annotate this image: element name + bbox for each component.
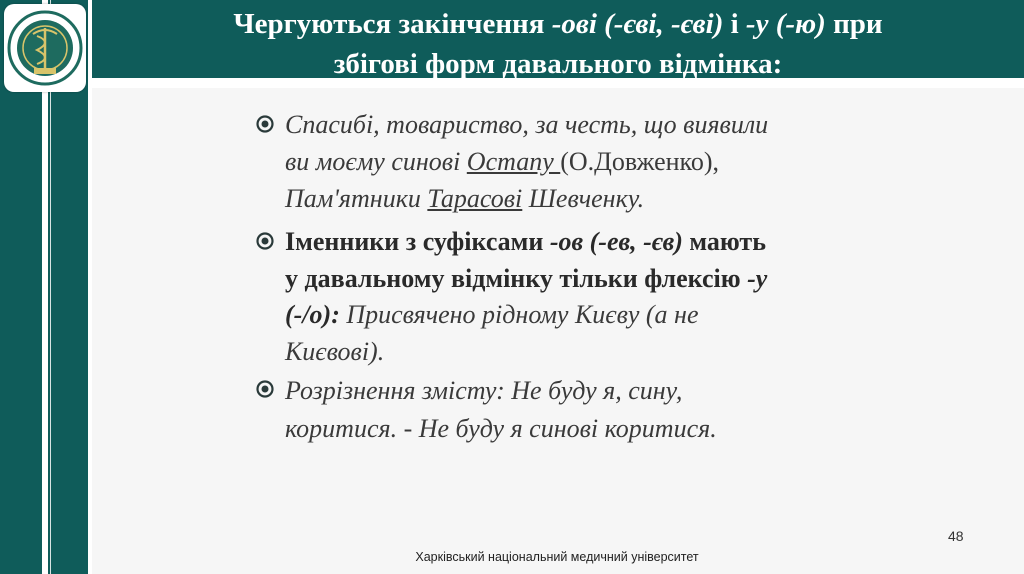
bullet-2-line-3: (-/о): Присвячено рідному Києву (а не bbox=[285, 300, 699, 329]
university-logo bbox=[4, 4, 86, 92]
bullet-3-line-2: коритися. - Не буду я синові коритися. bbox=[285, 414, 717, 443]
bullet-1-line-2: ви моєму синові Остапу (О.Довженко), bbox=[285, 147, 719, 176]
bullet-2-line-1: Іменники з суфіксами -ов (-ев, -єв) мають bbox=[285, 227, 766, 256]
university-emblem-icon bbox=[4, 4, 86, 92]
slide-title-line2: збігові форм давального відмінка: bbox=[333, 48, 783, 80]
circled-dot-icon bbox=[256, 232, 274, 250]
footer-text: Харківський національний медичний університет bbox=[415, 550, 699, 564]
bullet-1-line-3: Пам'ятники Тарасові Шевченку. bbox=[285, 184, 645, 213]
circled-dot-icon bbox=[256, 115, 274, 133]
circled-dot-icon bbox=[256, 380, 274, 398]
bullet-3-line-1: Розрізнення змісту: Не буду я, сину, bbox=[285, 376, 683, 405]
bullet-2-line-2: у давальному відмінку тільки флексію -у bbox=[285, 264, 768, 293]
slide-title-line1: Чергуються закінчення -ові (-єві, -єві) і -у (-ю) при bbox=[233, 8, 883, 40]
bullet-1-line-1: Спасибі, товариство, за честь, що виявили bbox=[285, 110, 769, 139]
page-number: 48 bbox=[948, 528, 964, 544]
bullet-2-line-4: Києвові). bbox=[285, 337, 385, 366]
